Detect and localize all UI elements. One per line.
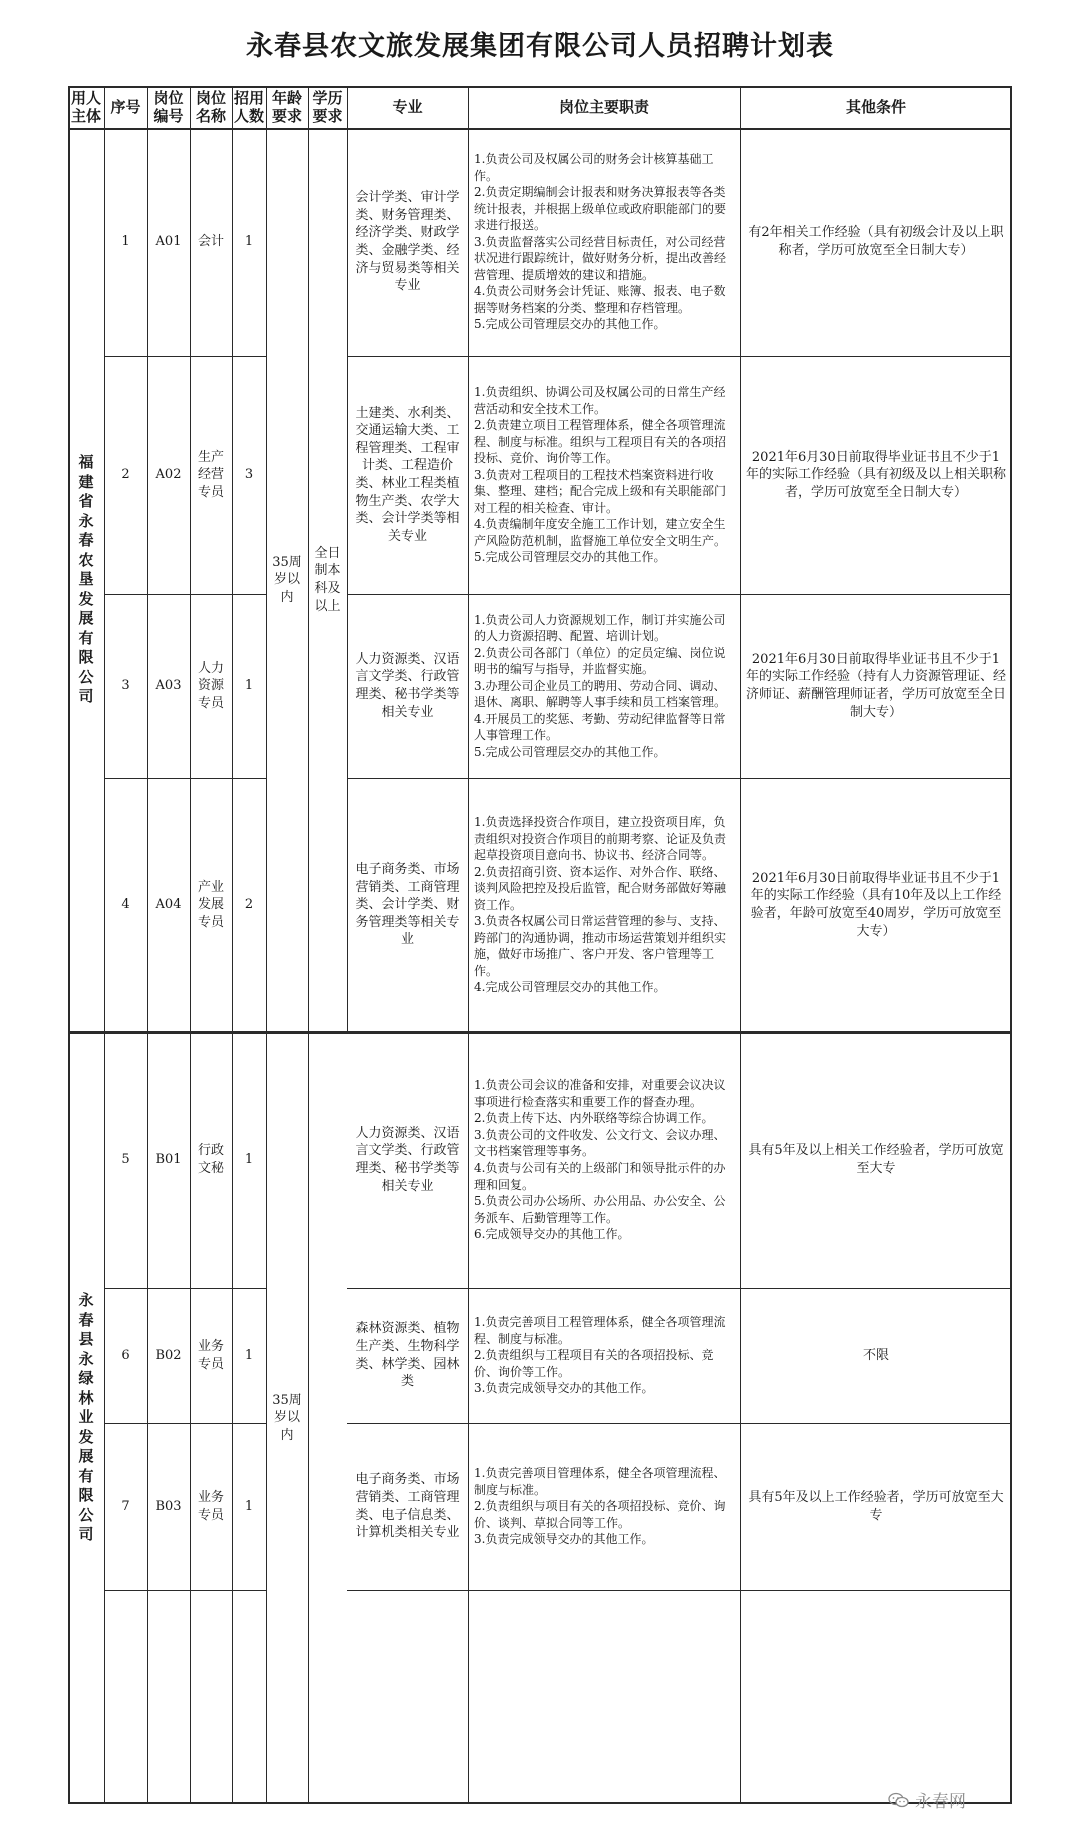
header-count: 招用人数 bbox=[234, 89, 265, 125]
other-conditions-cell: 不限 bbox=[862, 1347, 889, 1363]
grid-line bbox=[1010, 86, 1012, 1804]
headcount-cell: 1 bbox=[244, 1498, 254, 1514]
major-cell: 人力资源类、汉语言文学类、行政管理类、秘书学类等相关专业 bbox=[355, 651, 460, 720]
grid-line bbox=[740, 86, 741, 1804]
duties-list bbox=[474, 151, 734, 333]
seq-cell: 3 bbox=[121, 678, 130, 694]
duty-item: 5.完成公司管理层交办的其他工作。 bbox=[474, 317, 666, 332]
post-name-cell: 人力资源专员 bbox=[197, 660, 224, 711]
duties-list bbox=[474, 1077, 734, 1242]
duty-item: 5.完成公司管理层交办的其他工作。 bbox=[474, 744, 666, 759]
duties-list bbox=[474, 612, 734, 761]
duties-cell bbox=[468, 128, 740, 356]
header-duties: 岗位主要职责 bbox=[558, 98, 649, 116]
duty-item: 5.负责公司办公场所、办公用品、办公安全、公务派车、后勤管理等工作。 bbox=[474, 1194, 726, 1225]
major-cell: 人力资源类、汉语言文学类、行政管理类、秘书学类等相关专业 bbox=[355, 1125, 460, 1194]
duty-item: 1.负责选择投资合作项目，建立投资项目库，负责组织对投资合作项目的前期考察、论证及负责起草投资项目意向书、协议书、经济合同等。 bbox=[474, 814, 727, 863]
headcount-cell: 2 bbox=[244, 897, 254, 913]
seq-cell: 7 bbox=[121, 1498, 130, 1514]
post-code-cell: A03 bbox=[155, 678, 182, 694]
major-cell: 电子商务类、市场营销类、工商管理类、电子信息类、计算机类相关专业 bbox=[355, 1472, 460, 1541]
duty-item: 4.完成公司管理层交办的其他工作。 bbox=[474, 980, 666, 995]
duty-item: 4.负责与公司有关的上级部门和领导批示件的办理和回复。 bbox=[474, 1161, 726, 1192]
duty-item: 4.负责公司财务会计凭证、账簿、报表、电子数据等财务档案的分类、整理和存档管理。 bbox=[474, 284, 726, 315]
seq-cell: 6 bbox=[121, 1347, 130, 1363]
other-conditions-cell: 具有5年及以上相关工作经验者，学历可放宽至大专 bbox=[748, 1143, 1004, 1176]
grid-line bbox=[347, 1423, 1012, 1424]
duty-item: 3.负责完成领导交办的其他工作。 bbox=[474, 1381, 654, 1396]
duty-item: 6.完成领导交办的其他工作。 bbox=[474, 1227, 630, 1242]
header-seq: 序号 bbox=[110, 98, 141, 116]
grid-line bbox=[68, 1031, 1012, 1034]
other-conditions-cell: 2021年6月30日前取得毕业证书且不少于1年的实际工作经验（具有初级及以上相关职称者，学历可放宽至全日制大专） bbox=[746, 449, 1007, 500]
duty-item: 1.负责完善项目管理体系，健全各项管理流程、制度与标准。 bbox=[474, 1466, 726, 1497]
duties-cell bbox=[468, 356, 740, 594]
other-conditions-cell: 2021年6月30日前取得毕业证书且不少于1年的实际工作经验（持有人力资源管理证、经济师证、薪酬管理师证者，学历可放宽至全日制大专） bbox=[746, 651, 1007, 720]
grid-line bbox=[104, 778, 266, 779]
watermark-text: 永春网 bbox=[915, 1792, 966, 1812]
post-code-cell: B03 bbox=[155, 1498, 182, 1514]
duty-item: 3.负责对工程项目的工程技术档案资料进行收集、整理、建档；配合完成上级和有关职能部门对工程的相关检查、审计。 bbox=[474, 467, 727, 515]
grid-line bbox=[266, 86, 267, 1804]
grid-line bbox=[104, 1423, 266, 1424]
other-conditions-cell: 具有5年及以上工作经验者，学历可放宽至大专 bbox=[748, 1489, 1004, 1523]
education-cell: 全日制本科及以上 bbox=[314, 545, 341, 614]
grid-line bbox=[104, 356, 266, 357]
grid-line bbox=[68, 1802, 1012, 1804]
duty-item: 3.办理公司企业员工的聘用、劳动合同、调动、退休、离职、解聘等人事手续和员工档案管理。 bbox=[474, 678, 727, 710]
grid-line bbox=[347, 1590, 1012, 1591]
duty-item: 2.负责组织与项目有关的各项招投标、竞价、询价、谈判、草拟合同等工作。 bbox=[474, 1499, 726, 1530]
grid-line bbox=[347, 86, 348, 1032]
wechat-icon bbox=[888, 1792, 910, 1808]
grid-line bbox=[190, 86, 191, 1804]
post-code-cell: A04 bbox=[155, 897, 182, 913]
post-name-cell: 行政文秘 bbox=[197, 1143, 224, 1176]
grid-line bbox=[104, 1590, 266, 1591]
grid-line bbox=[68, 128, 1012, 130]
duties-cell bbox=[468, 778, 740, 1032]
post-name-cell: 会计 bbox=[197, 234, 224, 250]
major-cell: 土建类、水利类、交通运输大类、工程管理类、工程审计类、工程造价类、林业工程类植物生产类、农学大类、会计学类等相关专业 bbox=[355, 405, 460, 544]
duty-item: 4.负责编制年度安全施工工作计划，建立安全生产风险防范机制，监督施工单位安全文明生产。 bbox=[474, 517, 727, 548]
header-employer: 用人主体 bbox=[70, 89, 101, 125]
post-code-cell: A02 bbox=[155, 467, 182, 483]
post-name-cell: 产业发展专员 bbox=[197, 879, 224, 930]
duty-item: 3.负责各权属公司日常运营管理的参与、支持、跨部门的沟通协调，推动市场运营策划并组织实施，做好市场推广、客户开发、客户管理等工作。 bbox=[474, 914, 727, 978]
grid-line bbox=[104, 1288, 266, 1289]
major-cell: 电子商务类、市场营销类、工商管理类、会计学类、财务管理类等相关专业 bbox=[355, 862, 460, 948]
header-other: 其他条件 bbox=[845, 98, 906, 116]
header-post: 岗位名称 bbox=[195, 89, 226, 125]
post-code-cell: A01 bbox=[155, 234, 182, 250]
duty-item: 3.负责完成领导交办的其他工作。 bbox=[474, 1532, 654, 1547]
seq-cell: 1 bbox=[121, 234, 130, 250]
duty-item: 2.负责定期编制会计报表和财务决算报表等各类统计报表，并根据上级单位或政府职能部门的要求进行报送。 bbox=[474, 185, 727, 233]
seq-cell: 5 bbox=[121, 1152, 130, 1168]
employer-cell: 福建省永春农垦发展有限公司 bbox=[78, 453, 94, 706]
seq-cell: 4 bbox=[121, 897, 130, 913]
other-conditions-cell: 2021年6月30日前取得毕业证书且不少于1年的实际工作经验（具有10年及以上工作经验者，年龄可放宽至40周岁，学历可放宽至大专） bbox=[750, 870, 1002, 939]
other-conditions-cell: 有2年相关工作经验（具有初级会计及以上职称者，学历可放宽至全日制大专） bbox=[748, 225, 1004, 258]
header-edu: 学历要求 bbox=[312, 89, 343, 125]
duties-list bbox=[474, 384, 734, 566]
duties-cell bbox=[468, 1032, 740, 1288]
post-name-cell: 生产经营专员 bbox=[197, 449, 224, 500]
duty-item: 1.负责公司及权属公司的财务会计核算基础工作。 bbox=[474, 151, 714, 183]
duty-item: 5.完成公司管理层交办的其他工作。 bbox=[474, 550, 666, 565]
grid-line bbox=[308, 86, 309, 1804]
watermark bbox=[888, 1787, 966, 1812]
duty-item: 2.负责建立项目工程管理体系，健全各项管理流程、制度与标准。组织与工程项目有关的各项招投标、竞价、询价等工作。 bbox=[474, 418, 727, 466]
headcount-cell: 1 bbox=[244, 234, 254, 250]
header-code: 岗位编号 bbox=[153, 89, 184, 125]
duties-list bbox=[474, 814, 734, 996]
duty-item: 3.负责公司的文件收发、公文行文、会议办理、文书档案管理等事务。 bbox=[474, 1127, 726, 1159]
headcount-cell: 1 bbox=[244, 678, 254, 694]
headcount-cell: 1 bbox=[244, 1152, 254, 1168]
duty-item: 4.开展员工的奖惩、考勤、劳动纪律监督等日常人事管理工作。 bbox=[474, 711, 726, 743]
headcount-cell: 3 bbox=[244, 467, 254, 483]
duties-list bbox=[474, 1314, 734, 1397]
post-name-cell: 业务专员 bbox=[197, 1338, 224, 1372]
duty-item: 2.负责公司各部门（单位）的定员定编、岗位说明书的编写与指导，并监督实施。 bbox=[474, 645, 726, 677]
grid-line bbox=[347, 778, 1012, 779]
age-cell: 35周岁以内 bbox=[272, 1392, 302, 1443]
seq-cell: 2 bbox=[121, 467, 130, 483]
post-code-cell: B01 bbox=[155, 1152, 182, 1168]
recruitment-table bbox=[68, 86, 1012, 1804]
header-age: 年龄要求 bbox=[271, 89, 302, 125]
grid-line bbox=[347, 1288, 1012, 1289]
grid-line bbox=[104, 86, 105, 1804]
employer-cell: 永春县永绿林业发展有限公司 bbox=[78, 1291, 94, 1544]
grid-line bbox=[468, 86, 469, 1804]
major-cell: 会计学类、审计学类、财务管理类、经济学类、财政学类、金融学类、经济与贸易类等相关专业 bbox=[355, 190, 460, 294]
page-title: 永春县农文旅发展集团有限公司人员招聘计划表 bbox=[246, 31, 834, 62]
duty-item: 3.负责监督落实公司经营目标责任，对公司经营状况进行跟踪统计，做好财务分析，提出改善经营管理、提质增效的建议和措施。 bbox=[474, 234, 727, 282]
duty-item: 1.负责完善项目工程管理体系，健全各项管理流程、制度与标准。 bbox=[474, 1315, 726, 1346]
duty-item: 1.负责公司会议的准备和安排，对重要会议决议事项进行检查落实和重要工作的督查办理。 bbox=[474, 1078, 726, 1109]
grid-line bbox=[347, 356, 1012, 357]
grid-line bbox=[104, 594, 266, 595]
grid-line bbox=[147, 86, 148, 1804]
duties-cell bbox=[468, 594, 740, 778]
duty-item: 2.负责招商引资、资本运作、对外合作、联络、谈判风险把控及投后监管，配合财务部做好筹融资工作。 bbox=[474, 864, 727, 912]
duties-cell bbox=[468, 1423, 740, 1590]
duty-item: 2.负责组织与工程项目有关的各项招投标、竞价、询价等工作。 bbox=[474, 1348, 714, 1379]
post-code-cell: B02 bbox=[155, 1347, 182, 1363]
post-name-cell: 业务专员 bbox=[197, 1489, 224, 1523]
header-major: 专业 bbox=[392, 98, 423, 116]
headcount-cell: 1 bbox=[244, 1347, 254, 1363]
duty-item: 1.负责组织、协调公司及权属公司的日常生产经营活动和安全技术工作。 bbox=[474, 384, 726, 416]
duties-list bbox=[474, 1465, 734, 1548]
grid-line bbox=[68, 86, 70, 1804]
grid-line bbox=[68, 86, 1012, 88]
duty-item: 1.负责公司人力资源规划工作，制订并实施公司的人力资源招聘、配置、培训计划。 bbox=[474, 612, 726, 644]
grid-line bbox=[347, 594, 1012, 595]
major-cell: 森林资源类、植物生产类、生物科学类、林学类、园林类 bbox=[355, 1321, 460, 1390]
duties-cell bbox=[468, 1288, 740, 1423]
duty-item: 2.负责上传下达、内外联络等综合协调工作。 bbox=[474, 1111, 714, 1126]
age-cell: 35周岁以内 bbox=[272, 554, 302, 605]
grid-line bbox=[232, 86, 233, 1804]
